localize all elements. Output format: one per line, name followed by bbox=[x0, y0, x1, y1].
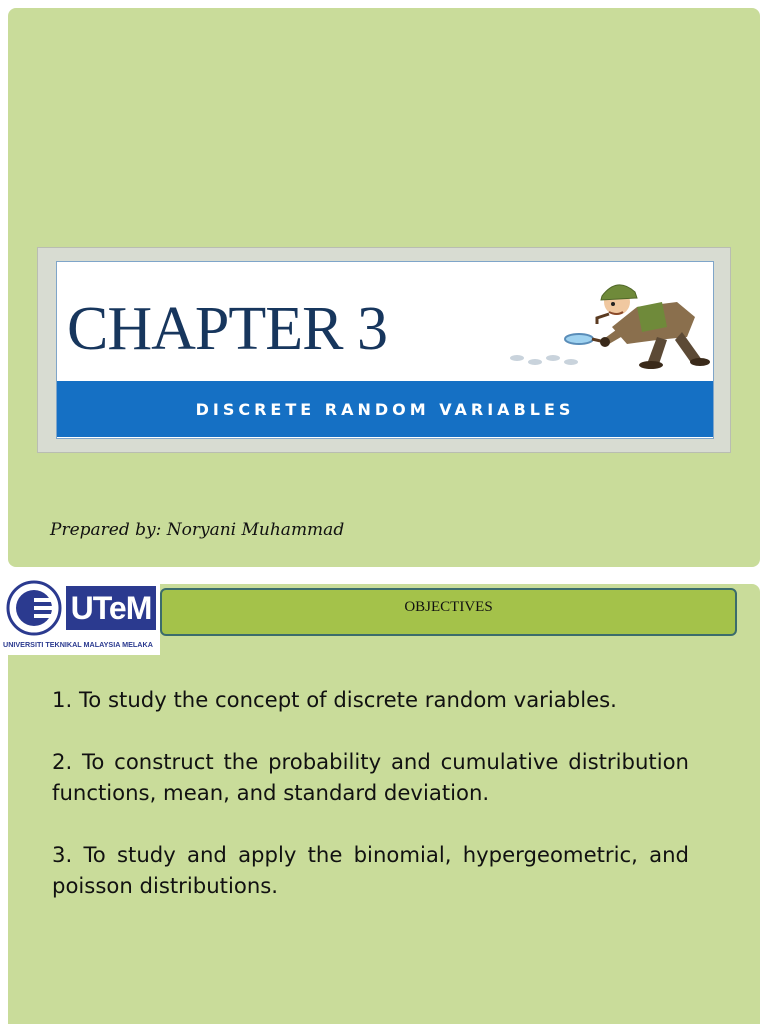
chapter-subtitle: DISCRETE RANDOM VARIABLES bbox=[195, 399, 575, 419]
objective-item-1: 1. To study the concept of discrete random variables. bbox=[52, 687, 617, 712]
prepared-by: Prepared by: Noryani Muhammad bbox=[50, 520, 345, 540]
utem-logo-caption: UNIVERSITI TEKNIKAL MALAYSIA MELAKA bbox=[3, 640, 153, 649]
title-banner bbox=[37, 247, 731, 453]
objectives-heading-box bbox=[160, 588, 737, 636]
chapter-title: CHAPTER 3 bbox=[67, 295, 387, 363]
utem-logo bbox=[0, 575, 160, 655]
detective-magnifier-icon bbox=[497, 272, 712, 372]
title-slide bbox=[8, 8, 760, 567]
utem-logo-text: UTeM bbox=[66, 586, 156, 630]
objective-item-2: 2. To construct the probability and cumulative distribution functions, mean, and standard deviation. bbox=[52, 749, 689, 805]
title-banner-inner bbox=[56, 261, 714, 439]
objectives-list bbox=[52, 684, 689, 932]
university-crest-icon bbox=[6, 580, 62, 636]
objectives-heading: OBJECTIVES bbox=[404, 599, 493, 615]
subtitle-bar bbox=[57, 381, 713, 437]
objective-item-3: 3. To study and apply the binomial, hypergeometric, and poisson distributions. bbox=[52, 842, 689, 898]
